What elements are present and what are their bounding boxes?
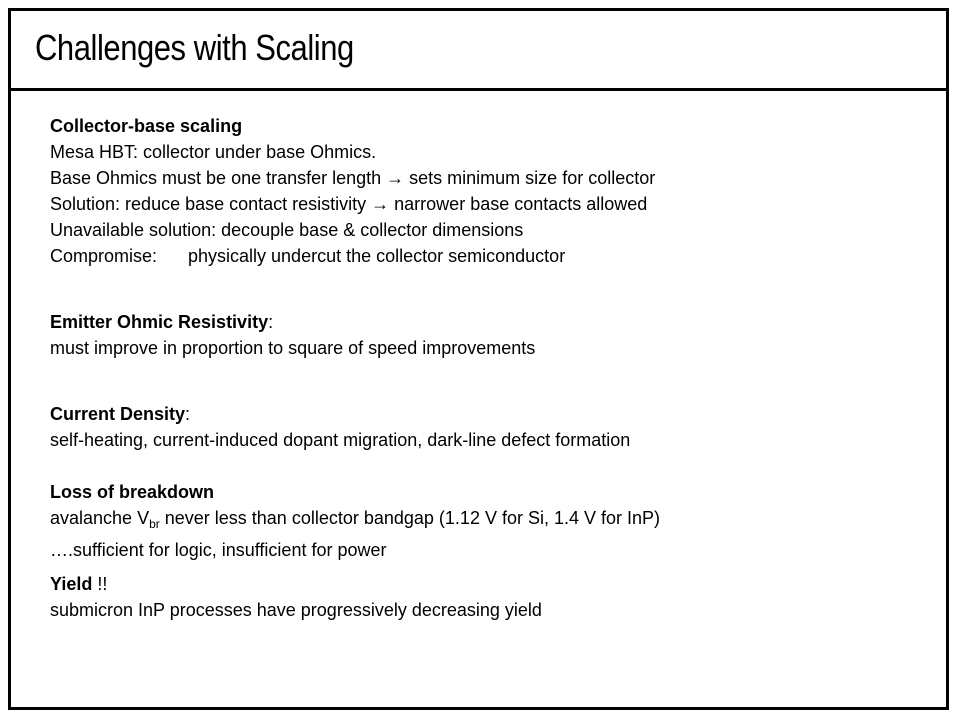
body-line: ….sufficient for logic, insufficient for power [50, 540, 387, 560]
section-breakdown [50, 479, 910, 563]
yield-heading-text: Yield [50, 574, 93, 594]
emitter-heading-text: Emitter Ohmic Resistivity [50, 312, 269, 332]
section-heading-breakdown: Loss of breakdown [50, 482, 215, 502]
compromise-label: Compromise: [50, 246, 158, 266]
avalanche-suffix: never less than collector bandgap (1.12 V for Si, 1.4 V for InP) [159, 508, 661, 528]
slide-content [50, 113, 910, 623]
body-line: Unavailable solution: decouple base & collector dimensions [50, 220, 524, 240]
section-heading-yield [50, 571, 910, 597]
compromise-line [50, 243, 910, 269]
body-line: submicron InP processes have progressively decreasing yield [50, 600, 542, 620]
section-collector-base [50, 113, 910, 269]
section-heading-emitter [50, 309, 910, 335]
body-line: self-heating, current-induced dopant migration, dark-line defect formation [50, 430, 631, 450]
avalanche-prefix: avalanche V [50, 508, 150, 528]
compromise-text: physically undercut the collector semiconductor [188, 246, 566, 266]
section-current-density [50, 401, 910, 453]
yield-heading-suffix: !! [92, 574, 108, 594]
body-line: Mesa HBT: collector under base Ohmics. [50, 142, 377, 162]
body-line: must improve in proportion to square of speed improvements [50, 338, 536, 358]
slide-title: Challenges with Scaling [35, 27, 354, 68]
section-yield [50, 571, 910, 623]
body-line: Base Ohmics must be one transfer length → sets minimum size for collector [50, 168, 656, 188]
section-heading-current-density [50, 401, 910, 427]
body-line-avalanche [50, 505, 910, 537]
vbr-subscript: br [149, 517, 160, 531]
emitter-heading-colon: : [268, 312, 274, 332]
body-line: Solution: reduce base contact resistivity → narrower base contacts allowed [50, 194, 648, 214]
title-bar [11, 11, 946, 91]
section-emitter [50, 309, 910, 361]
current-density-heading-colon: : [185, 404, 191, 424]
section-heading-collector-base: Collector-base scaling [50, 116, 243, 136]
current-density-heading-text: Current Density [50, 404, 186, 424]
